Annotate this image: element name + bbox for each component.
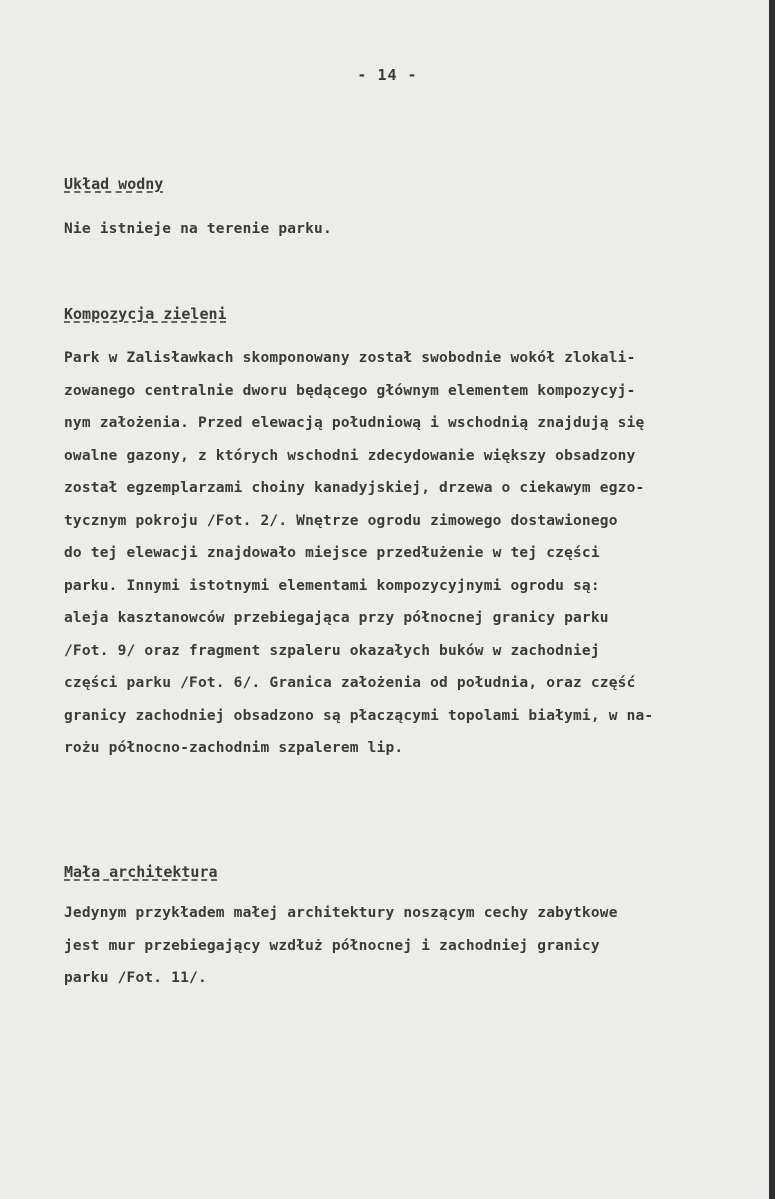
text-line: do tej elewacji znajdowało miejsce przedłużenie w tej części <box>64 545 600 561</box>
section-body-greenery <box>64 342 764 765</box>
text-line: parku. Innymi istotnymi elementami kompozycyjnymi ogrodu są: <box>64 577 600 594</box>
text-line: jest mur przebiegający wzdłuż północnej i zachodniej granicy <box>64 937 600 954</box>
text-line: tycznym pokroju /Fot. 2/. Wnętrze ogrodu zimowego dostawionego <box>64 512 618 529</box>
section-body-architecture <box>64 897 764 995</box>
text-line: rożu północno-zachodnim szpalerem lip. <box>64 740 404 756</box>
text-line: części parku /Fot. 6/. Granica założenia od południa, oraz część <box>64 675 636 691</box>
text-line: aleja kasztanowców przebiegająca przy północnej granicy parku <box>64 610 609 626</box>
text-line: zowanego centralnie dworu będącego głównym elementem kompozycyj- <box>64 382 636 399</box>
text-line: został egzemplarzami choiny kanadyjskiej, drzewa o ciekawym egzo- <box>64 480 645 496</box>
section-heading-water: Układ wodny <box>64 175 164 193</box>
section-body-water <box>64 213 764 246</box>
text-line: nym założenia. Przed elewacją południową i wschodnią znajdują się <box>64 415 645 431</box>
text-line: Park w Zalisławkach skomponowany został swobodnie wokół zlokali- <box>64 350 636 366</box>
text-line: Nie istnieje na terenie parku. <box>64 221 332 237</box>
text-line: parku /Fot. 11/. <box>64 970 207 986</box>
text-line: Jedynym przykładem małej architektury noszącym cechy zabytkowe <box>64 905 618 921</box>
page-number: - 14 - <box>357 66 418 84</box>
section-heading-architecture: Mała architektura <box>64 863 218 881</box>
text-line: granicy zachodniej obsadzono są płaczącymi topolami białymi, w na- <box>64 707 654 724</box>
text-line: owalne gazony, z których wschodni zdecydowanie większy obsadzony <box>64 447 636 464</box>
text-line: /Fot. 9/ oraz fragment szpaleru okazałych buków w zachodniej <box>64 642 600 659</box>
section-heading-greenery: Kompozycja zieleni <box>64 305 227 323</box>
